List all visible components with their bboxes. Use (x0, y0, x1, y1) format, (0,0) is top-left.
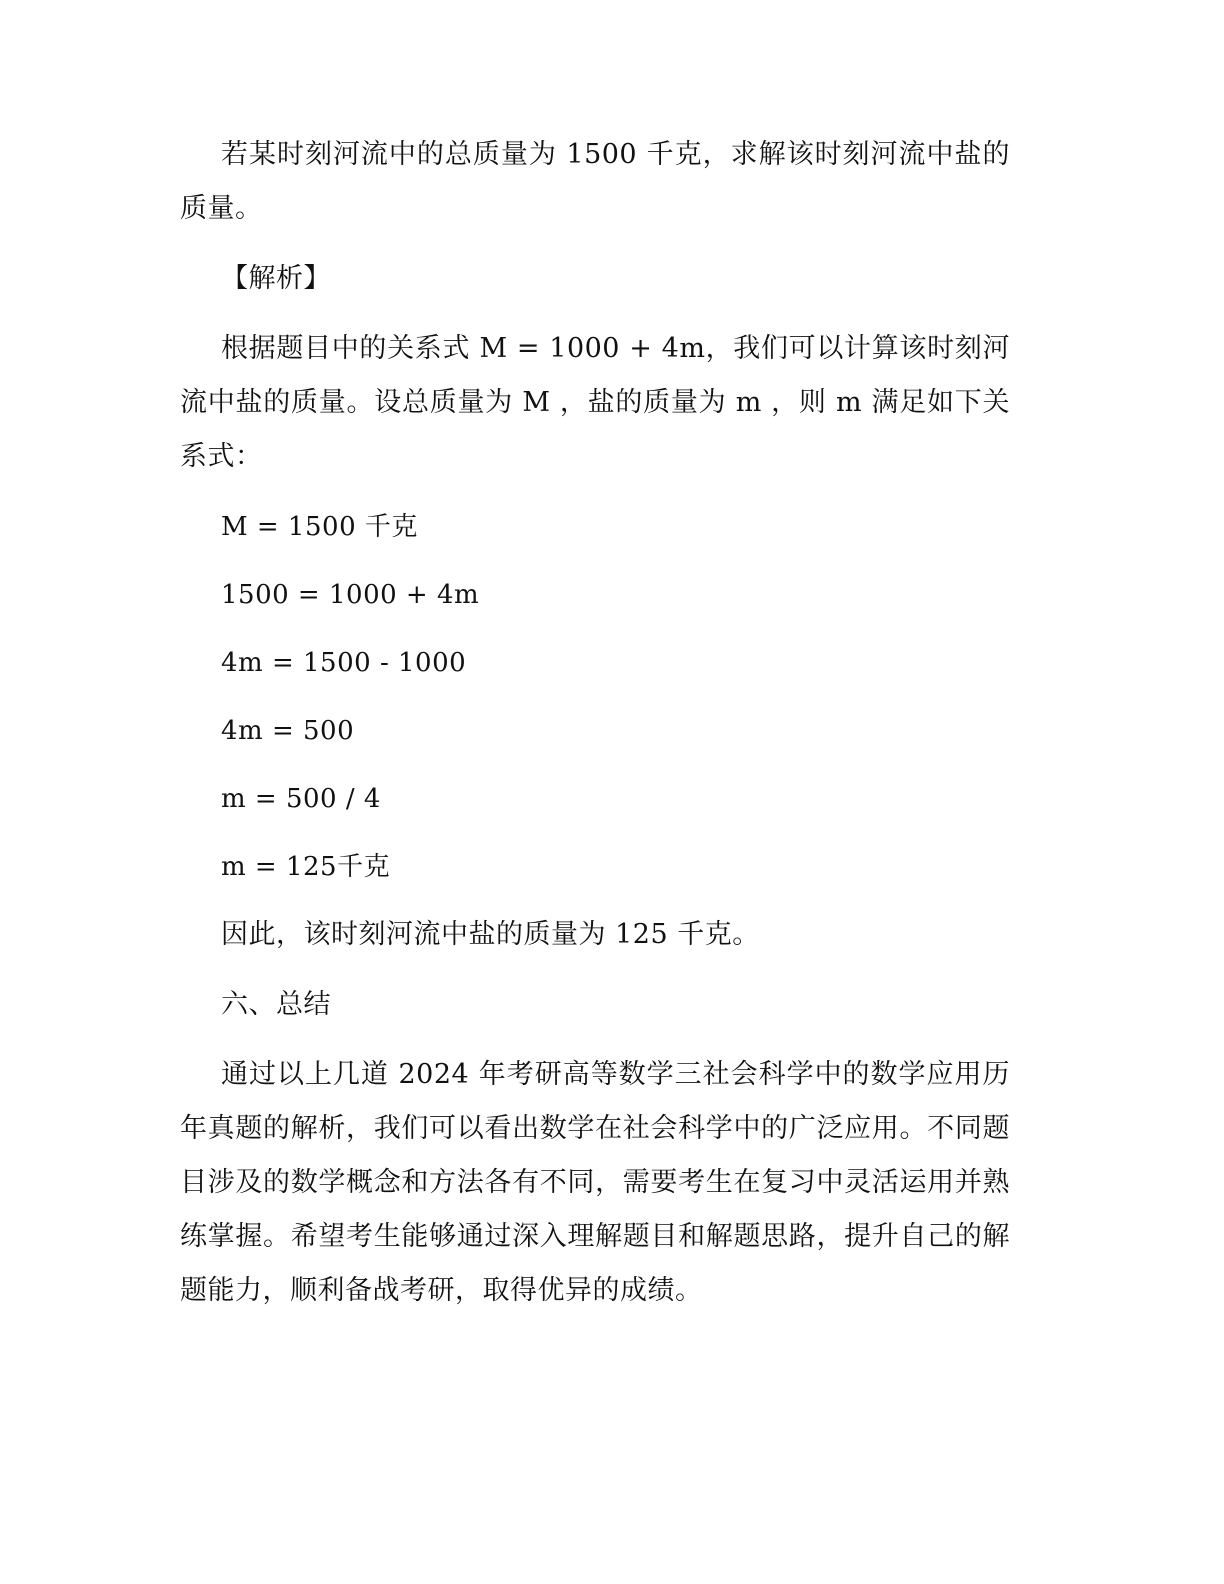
document-page (180, 128, 1010, 1334)
conclusion-paragraph: 因此，该时刻河流中盐的质量为 125 千克。 (221, 919, 760, 950)
summary-paragraph: 通过以上几道 2024 年考研高等数学三社会科学中的数学应用历年真题的解析，我们可以看出数学在社会科学中的广泛应用。不同题目涉及的数学概念和方法各有不同，需要考生在复习中灵活运用并熟练掌握。希望考生能够通过深入理解题目和解题思路，提升自己的解题能力，顺利备战考研，取得优异的成绩。 (180, 1059, 1010, 1306)
equation-line: m = 500 / 4 (221, 784, 381, 814)
equation-line: 4m = 500 (221, 716, 355, 746)
equation-line: m = 125千克 (221, 852, 391, 882)
summary-heading: 六、总结 (221, 989, 331, 1020)
equation-line: M = 1500 千克 (221, 512, 418, 542)
equation-line: 1500 = 1000 + 4m (221, 580, 480, 610)
analysis-heading: 【解析】 (221, 263, 331, 294)
analysis-intro-paragraph: 根据题目中的关系式 M = 1000 + 4m，我们可以计算该时刻河流中盐的质量。设总质量为 M ，盐的质量为 m ，则 m 满足如下关系式： (180, 333, 1010, 472)
equation-line: 4m = 1500 - 1000 (221, 648, 467, 678)
question-paragraph: 若某时刻河流中的总质量为 1500 千克，求解该时刻河流中盐的质量。 (180, 139, 1010, 224)
